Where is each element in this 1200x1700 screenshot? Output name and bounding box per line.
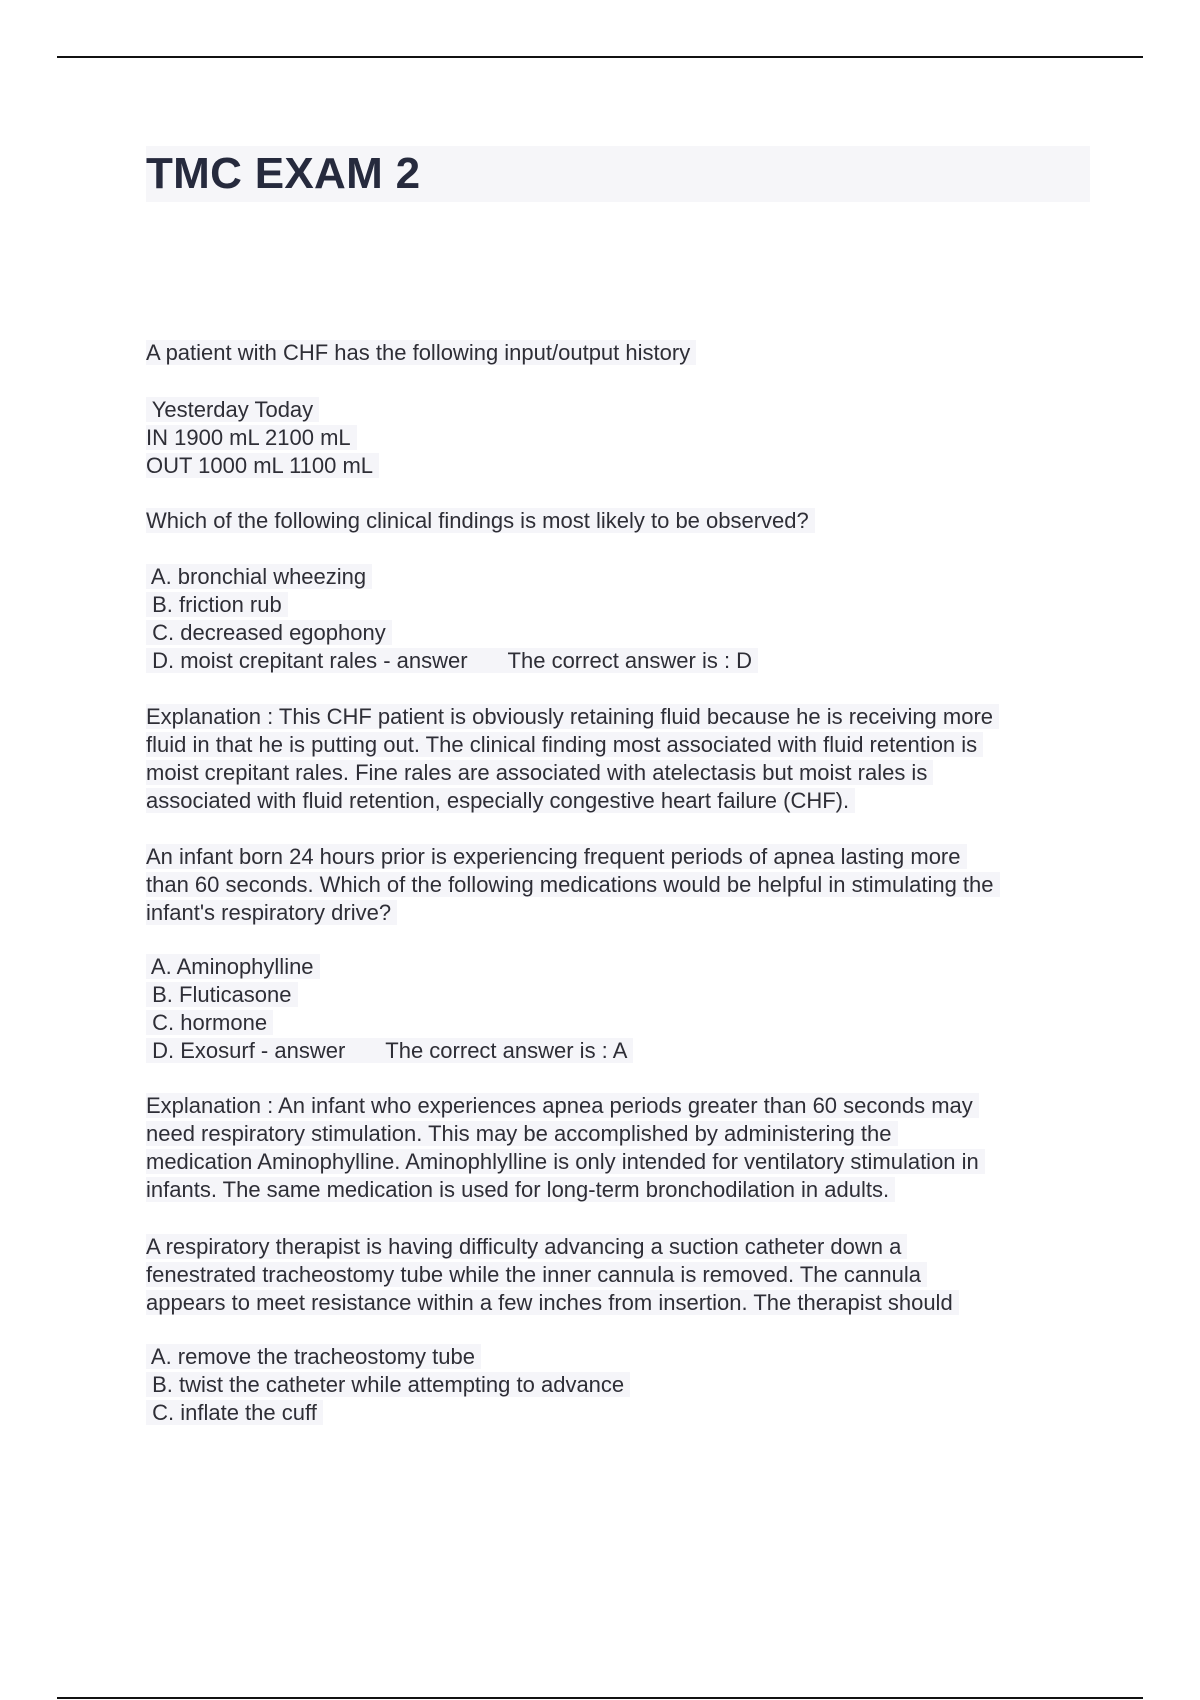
q2-option-c: C. hormone [146,1010,273,1035]
q3-question-line: appears to meet resistance within a few inches from insertion. The therapist should [146,1290,959,1315]
q1-table-row-in: IN 1900 mL 2100 mL [146,425,357,450]
q1-option-c: C. decreased egophony [146,620,392,645]
q2-question-line: An infant born 24 hours prior is experiencing frequent periods of apnea lasting more [146,844,967,869]
q2-correct-answer: The correct answer is : A [385,1038,628,1063]
q1-table-header: Yesterday Today [146,397,319,422]
q1-intro: A patient with CHF has the following input/output history [146,340,696,365]
q3-question [146,1233,959,1317]
page-top-rule [57,56,1143,58]
q1-explanation-line: fluid in that he is putting out. The clinical finding most associated with fluid retention is [146,732,983,757]
q1-option-a: A. bronchial wheezing [146,564,372,589]
q3-option-a: A. remove the tracheostomy tube [146,1344,481,1369]
q2-question-line: infant's respiratory drive? [146,900,397,925]
q1-question-block [146,507,815,535]
q3-options [146,1343,630,1427]
q1-explanation-line: associated with fluid retention, especially congestive heart failure (CHF). [146,788,855,813]
q2-explanation-line: infants. The same medication is used for long-term bronchodilation in adults. [146,1177,895,1202]
q3-question-line: fenestrated tracheostomy tube while the inner cannula is removed. The cannula [146,1262,927,1287]
q1-option-d: D. moist crepitant rales - answer [146,648,468,673]
q1-question: Which of the following clinical findings is most likely to be observed? [146,508,815,533]
q2-option-a: A. Aminophylline [146,954,320,979]
q1-options [146,563,758,675]
q2-options [146,953,633,1065]
q1-table-row-out: OUT 1000 mL 1100 mL [146,453,379,478]
page-title: TMC EXAM 2 [146,149,421,198]
q2-option-b: B. Fluticasone [146,982,298,1007]
q2-explanation-line: Explanation : An infant who experiences apnea periods greater than 60 seconds may [146,1093,979,1118]
q3-question-line: A respiratory therapist is having difficulty advancing a suction catheter down a [146,1234,907,1259]
q1-explanation-line: Explanation : This CHF patient is obviously retaining fluid because he is receiving more [146,704,999,729]
page-bottom-rule [57,1697,1143,1699]
q2-question-line: than 60 seconds. Which of the following medications would be helpful in stimulating the [146,872,1000,897]
q2-explanation [146,1092,985,1204]
q1-option-b: B. friction rub [146,592,288,617]
q2-explanation-line: medication Aminophylline. Aminophlylline is only intended for ventilatory stimulation in [146,1149,985,1174]
q1-intro-block [146,339,696,367]
q3-option-c: C. inflate the cuff [146,1400,323,1425]
q1-correct-answer: The correct answer is : D [507,648,753,673]
q3-option-b: B. twist the catheter while attempting to advance [146,1372,630,1397]
q2-question [146,843,1000,927]
q2-explanation-line: need respiratory stimulation. This may be accomplished by administering the [146,1121,898,1146]
q1-io-table [146,396,379,480]
q1-explanation [146,703,999,815]
q1-explanation-line: moist crepitant rales. Fine rales are associated with atelectasis but moist rales is [146,760,933,785]
q2-option-d: D. Exosurf - answer [146,1038,346,1063]
